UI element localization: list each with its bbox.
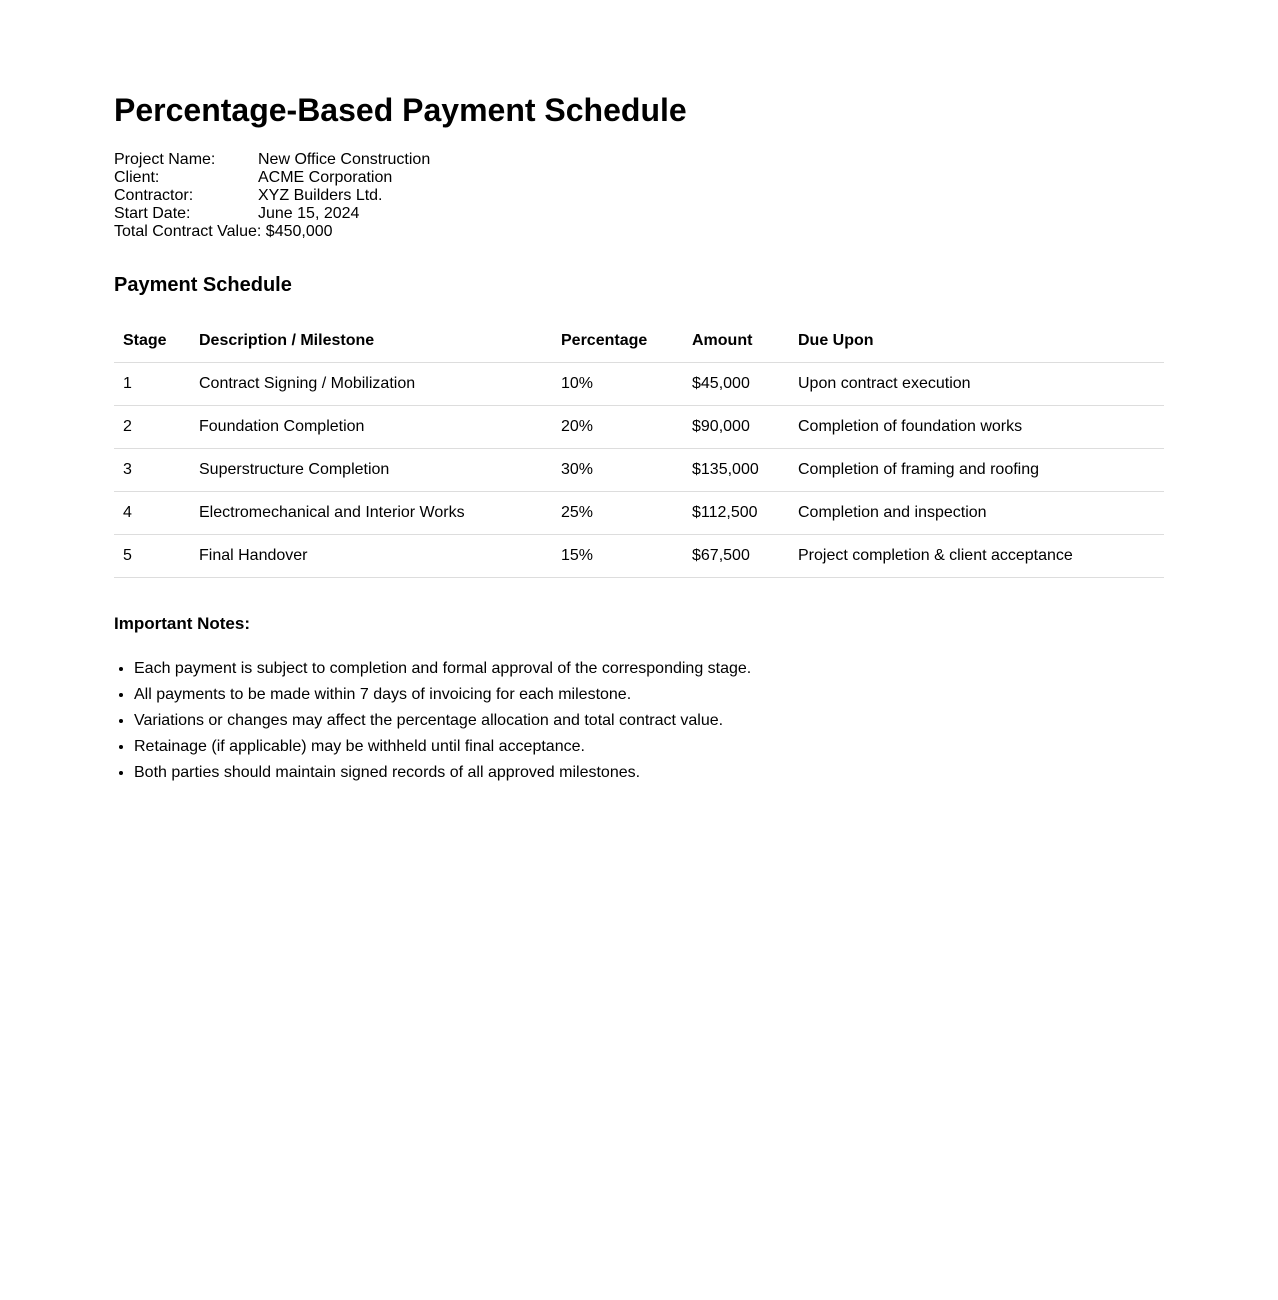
- cell-percentage: 30%: [552, 449, 683, 492]
- cell-stage: 2: [114, 406, 190, 449]
- table-header-row: [114, 320, 1164, 363]
- cell-due-upon: Upon contract execution: [789, 363, 1164, 406]
- info-label: Project Name:: [114, 151, 216, 168]
- project-info: [114, 151, 1164, 241]
- info-row-client: [114, 169, 1164, 187]
- info-value: New Office Construction: [258, 151, 431, 168]
- notes-heading: Important Notes:: [114, 614, 250, 633]
- cell-due-upon: Completion of framing and roofing: [789, 449, 1164, 492]
- cell-percentage: 15%: [552, 535, 683, 578]
- notes-list: [114, 656, 1164, 786]
- list-item: • Each payment is subject to completion and formal approval of the corresponding stage.: [134, 656, 1164, 682]
- info-row-project-name: [114, 151, 1164, 169]
- list-item: • Retainage (if applicable) may be withheld until final acceptance.: [134, 734, 1164, 760]
- info-value: $450,000: [265, 223, 333, 240]
- table-row: [114, 535, 1164, 578]
- list-item: • Variations or changes may affect the percentage allocation and total contract value.: [134, 708, 1164, 734]
- header-description: Description / Milestone: [190, 320, 552, 363]
- cell-stage: 3: [114, 449, 190, 492]
- cell-due-upon: Project completion & client acceptance: [789, 535, 1164, 578]
- document-page: [114, 88, 1164, 786]
- info-label: Start Date:: [114, 205, 191, 222]
- list-item: • Both parties should maintain signed records of all approved milestones.: [134, 760, 1164, 786]
- cell-description: Final Handover: [190, 535, 552, 578]
- info-row-contractor: [114, 187, 1164, 205]
- cell-stage: 1: [114, 363, 190, 406]
- info-value: XYZ Builders Ltd.: [258, 187, 383, 204]
- table-row: [114, 406, 1164, 449]
- info-label: Total Contract Value:: [114, 223, 262, 240]
- header-stage: Stage: [114, 320, 190, 363]
- cell-amount: $135,000: [683, 449, 789, 492]
- payment-schedule-table: [114, 320, 1164, 578]
- header-amount: Amount: [683, 320, 789, 363]
- table-row: [114, 363, 1164, 406]
- info-label: Contractor:: [114, 187, 194, 204]
- table-row: [114, 492, 1164, 535]
- cell-stage: 4: [114, 492, 190, 535]
- schedule-heading: Payment Schedule: [114, 274, 292, 296]
- cell-description: Electromechanical and Interior Works: [190, 492, 552, 535]
- cell-percentage: 25%: [552, 492, 683, 535]
- cell-stage: 5: [114, 535, 190, 578]
- header-due-upon: Due Upon: [789, 320, 1164, 363]
- cell-description: Foundation Completion: [190, 406, 552, 449]
- info-label: Client:: [114, 169, 160, 186]
- cell-percentage: 10%: [552, 363, 683, 406]
- page-title: Percentage-Based Payment Schedule: [114, 92, 687, 128]
- info-value: June 15, 2024: [258, 205, 360, 222]
- header-percentage: Percentage: [552, 320, 683, 363]
- cell-amount: $45,000: [683, 363, 789, 406]
- cell-amount: $112,500: [683, 492, 789, 535]
- info-value: ACME Corporation: [258, 169, 393, 186]
- cell-description: Contract Signing / Mobilization: [190, 363, 552, 406]
- table-row: [114, 449, 1164, 492]
- info-row-total-contract-value: [114, 223, 1164, 241]
- list-item: • All payments to be made within 7 days of invoicing for each milestone.: [134, 682, 1164, 708]
- cell-amount: $67,500: [683, 535, 789, 578]
- cell-amount: $90,000: [683, 406, 789, 449]
- info-row-start-date: [114, 205, 1164, 223]
- cell-due-upon: Completion and inspection: [789, 492, 1164, 535]
- cell-due-upon: Completion of foundation works: [789, 406, 1164, 449]
- cell-description: Superstructure Completion: [190, 449, 552, 492]
- cell-percentage: 20%: [552, 406, 683, 449]
